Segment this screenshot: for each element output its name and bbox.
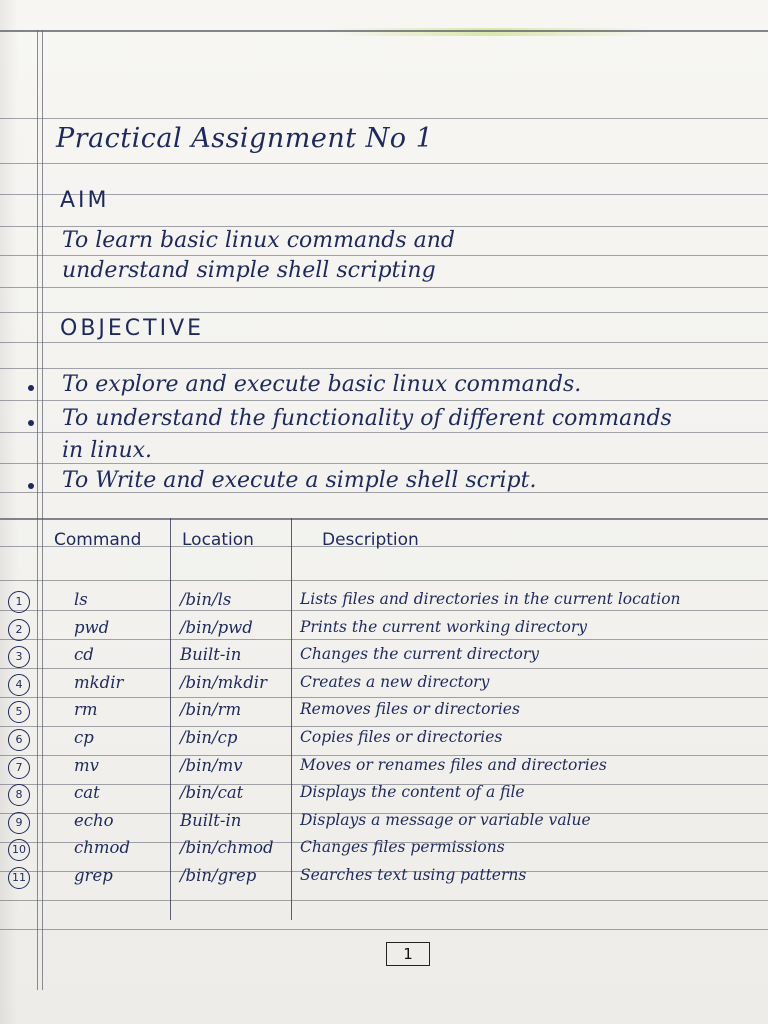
ruled-line — [0, 432, 768, 433]
page-title: Practical Assignment No 1 — [56, 123, 434, 154]
objective-line-3: in linux. — [62, 438, 153, 463]
cell-command: mkdir — [74, 673, 124, 692]
table-header-description: Description — [322, 530, 419, 550]
ruled-line — [0, 463, 768, 464]
cell-command: grep — [74, 866, 113, 885]
ruled-line — [0, 163, 768, 164]
ruled-line — [0, 118, 768, 119]
cell-command: rm — [74, 700, 98, 719]
ruled-line — [0, 30, 768, 32]
bullet-1 — [28, 385, 34, 391]
cell-description: Copies files or directories — [300, 728, 503, 746]
ruled-line — [0, 312, 768, 313]
ruled-line — [0, 639, 768, 640]
cell-location: /bin/cp — [180, 728, 238, 747]
cell-location: /bin/rm — [180, 700, 242, 719]
ruled-line — [0, 668, 768, 669]
cell-command: echo — [74, 811, 114, 830]
cell-location: /bin/pwd — [180, 618, 253, 637]
row-number-circle: 10 — [8, 839, 30, 861]
ruled-line — [0, 194, 768, 195]
margin-line-left — [37, 30, 38, 990]
row-number-circle: 4 — [8, 674, 30, 696]
cell-description: Moves or renames files and directories — [300, 756, 607, 774]
row-number-circle: 9 — [8, 812, 30, 834]
table-divider-2 — [291, 518, 292, 920]
cell-location: /bin/cat — [180, 783, 244, 802]
cell-command: chmod — [74, 838, 131, 857]
cell-description: Removes files or directories — [300, 700, 520, 718]
cell-command: cd — [74, 645, 94, 664]
cell-command: mv — [74, 756, 99, 775]
row-number-circle: 7 — [8, 757, 30, 779]
cell-location: Built-in — [180, 645, 242, 664]
cell-description: Creates a new directory — [300, 673, 490, 691]
objective-line-4: To Write and execute a simple shell script. — [62, 468, 537, 493]
ruled-line — [0, 400, 768, 401]
row-number-circle: 3 — [8, 646, 30, 668]
objective-line-1: To explore and execute basic linux commands. — [62, 372, 582, 397]
row-number-circle: 6 — [8, 729, 30, 751]
aim-line-1: To learn basic linux commands and — [62, 228, 456, 253]
ruled-line — [0, 518, 768, 520]
cell-command: ls — [74, 590, 88, 609]
bullet-3 — [28, 483, 34, 489]
cell-command: cat — [74, 783, 100, 802]
cell-description: Changes files permissions — [300, 838, 505, 856]
cell-description: Prints the current working directory — [300, 618, 588, 636]
table-header-location: Location — [182, 530, 254, 550]
objective-line-2: To understand the functionality of different commands — [62, 406, 672, 431]
row-number-circle: 1 — [8, 591, 30, 613]
objective-heading: OBJECTIVE — [60, 316, 205, 341]
cell-location: /bin/mv — [180, 756, 243, 775]
ruled-line — [0, 929, 768, 930]
table-header-command: Command — [54, 530, 142, 550]
cell-description: Changes the current directory — [300, 645, 540, 663]
table-divider-1 — [170, 518, 171, 920]
ruled-line — [0, 697, 768, 698]
cell-location: /bin/ls — [180, 590, 232, 609]
ruled-line — [0, 255, 768, 256]
bullet-2 — [28, 420, 34, 426]
ruled-line — [0, 287, 768, 288]
cell-command: pwd — [74, 618, 110, 637]
cell-location: /bin/grep — [180, 866, 257, 885]
ruled-line — [0, 900, 768, 901]
aim-line-2: understand simple shell scripting — [62, 258, 436, 283]
row-number-circle: 2 — [8, 619, 30, 641]
cell-description: Displays a message or variable value — [300, 811, 591, 829]
cell-location: Built-in — [180, 811, 242, 830]
cell-description: Displays the content of a file — [300, 783, 525, 801]
row-number-circle: 11 — [8, 867, 30, 889]
cell-command: cp — [74, 728, 94, 747]
margin-line-right — [42, 30, 43, 990]
page-number: 1 — [386, 942, 430, 966]
row-number-circle: 8 — [8, 784, 30, 806]
ruled-line — [0, 726, 768, 727]
ruled-line — [0, 580, 768, 581]
cell-location: /bin/mkdir — [180, 673, 267, 692]
row-number-circle: 5 — [8, 701, 30, 723]
ruled-line — [0, 226, 768, 227]
cell-location: /bin/chmod — [180, 838, 274, 857]
cell-description: Lists files and directories in the current location — [300, 590, 681, 608]
cell-description: Searches text using patterns — [300, 866, 527, 884]
aim-heading: AIM — [60, 188, 110, 213]
ruled-line — [0, 342, 768, 343]
ruled-line — [0, 368, 768, 369]
ruled-line — [0, 610, 768, 611]
